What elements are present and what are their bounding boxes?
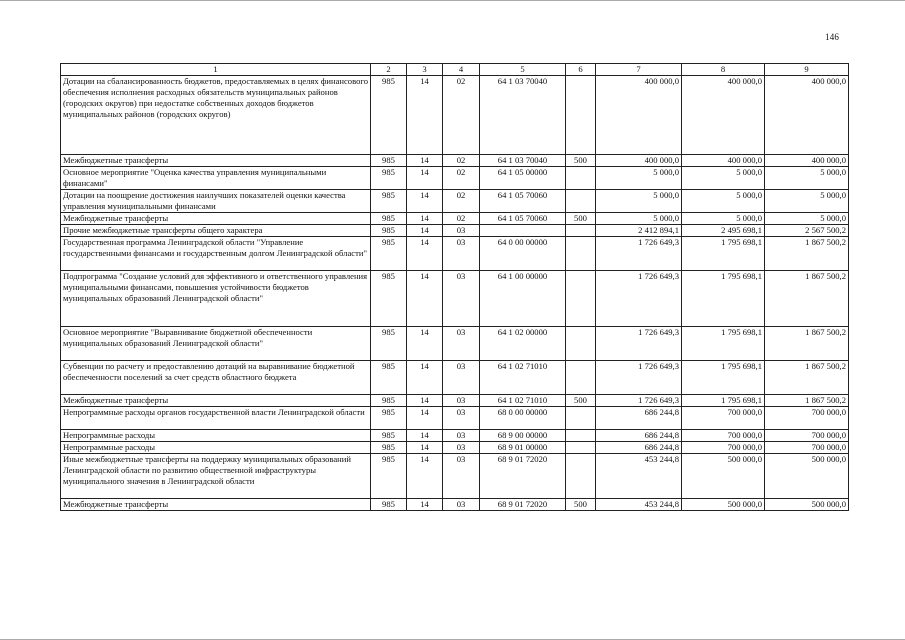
row-value-cell: 14 bbox=[407, 395, 443, 407]
row-value-cell: 14 bbox=[407, 454, 443, 499]
row-value-cell: 64 1 02 71010 bbox=[480, 395, 566, 407]
row-value-cell: 500 000,0 bbox=[682, 454, 765, 499]
row-name-cell: Межбюджетные трансферты bbox=[61, 155, 371, 167]
row-value-cell: 700 000,0 bbox=[765, 442, 849, 454]
row-value-cell: 1 795 698,1 bbox=[682, 271, 765, 327]
row-value-cell: 1 867 500,2 bbox=[765, 395, 849, 407]
row-value-cell: 500 000,0 bbox=[765, 499, 849, 511]
row-value-cell: 03 bbox=[443, 361, 480, 395]
row-value-cell: 500 000,0 bbox=[765, 454, 849, 499]
row-value-cell: 700 000,0 bbox=[682, 430, 765, 442]
row-value-cell: 985 bbox=[371, 499, 407, 511]
row-value-cell: 985 bbox=[371, 190, 407, 213]
row-value-cell: 400 000,0 bbox=[596, 155, 682, 167]
row-value-cell: 14 bbox=[407, 361, 443, 395]
row-value-cell: 5 000,0 bbox=[596, 190, 682, 213]
row-value-cell: 400 000,0 bbox=[596, 76, 682, 155]
row-value-cell: 400 000,0 bbox=[765, 76, 849, 155]
row-value-cell: 14 bbox=[407, 327, 443, 361]
row-name-cell: Непрограммные расходы органов государственной власти Ленинградской области bbox=[61, 407, 371, 430]
row-value-cell: 02 bbox=[443, 76, 480, 155]
row-value-cell: 500 bbox=[566, 213, 596, 225]
row-value-cell: 985 bbox=[371, 237, 407, 271]
row-value-cell: 985 bbox=[371, 155, 407, 167]
row-value-cell: 14 bbox=[407, 237, 443, 271]
row-value-cell: 02 bbox=[443, 155, 480, 167]
row-value-cell: 700 000,0 bbox=[682, 407, 765, 430]
table-row bbox=[61, 407, 849, 430]
row-value-cell: 1 795 698,1 bbox=[682, 361, 765, 395]
header-row bbox=[61, 64, 849, 76]
row-value-cell: 14 bbox=[407, 407, 443, 430]
row-value-cell bbox=[566, 454, 596, 499]
row-value-cell bbox=[566, 327, 596, 361]
row-value-cell: 14 bbox=[407, 271, 443, 327]
row-value-cell: 03 bbox=[443, 225, 480, 237]
row-name-cell: Межбюджетные трансферты bbox=[61, 213, 371, 225]
table-row bbox=[61, 155, 849, 167]
row-value-cell bbox=[566, 361, 596, 395]
row-value-cell: 14 bbox=[407, 442, 443, 454]
row-value-cell: 985 bbox=[371, 407, 407, 430]
table-row bbox=[61, 454, 849, 499]
row-name-cell: Непрограммные расходы bbox=[61, 430, 371, 442]
row-value-cell: 14 bbox=[407, 225, 443, 237]
row-value-cell: 03 bbox=[443, 271, 480, 327]
row-value-cell: 68 9 01 72020 bbox=[480, 454, 566, 499]
page-number: 146 bbox=[825, 32, 840, 42]
row-value-cell: 5 000,0 bbox=[682, 213, 765, 225]
row-value-cell: 5 000,0 bbox=[765, 190, 849, 213]
row-value-cell: 64 1 03 70040 bbox=[480, 76, 566, 155]
column-header: 5 bbox=[480, 64, 566, 76]
row-value-cell: 686 244,8 bbox=[596, 430, 682, 442]
row-value-cell bbox=[480, 225, 566, 237]
row-value-cell: 1 795 698,1 bbox=[682, 237, 765, 271]
row-value-cell: 453 244,8 bbox=[596, 499, 682, 511]
row-value-cell: 1 867 500,2 bbox=[765, 271, 849, 327]
table-row bbox=[61, 327, 849, 361]
row-value-cell bbox=[566, 407, 596, 430]
row-value-cell: 1 726 649,3 bbox=[596, 395, 682, 407]
table-row bbox=[61, 499, 849, 511]
column-header: 2 bbox=[371, 64, 407, 76]
row-value-cell: 700 000,0 bbox=[765, 430, 849, 442]
column-header: 7 bbox=[596, 64, 682, 76]
table-row bbox=[61, 237, 849, 271]
row-value-cell: 64 1 02 00000 bbox=[480, 327, 566, 361]
row-value-cell: 500 000,0 bbox=[682, 499, 765, 511]
row-value-cell: 700 000,0 bbox=[682, 442, 765, 454]
row-value-cell: 1 795 698,1 bbox=[682, 327, 765, 361]
row-value-cell: 02 bbox=[443, 213, 480, 225]
row-value-cell: 68 9 01 72020 bbox=[480, 499, 566, 511]
row-value-cell: 985 bbox=[371, 76, 407, 155]
row-value-cell: 1 795 698,1 bbox=[682, 395, 765, 407]
row-value-cell: 5 000,0 bbox=[596, 167, 682, 190]
row-name-cell: Основное мероприятие "Выравнивание бюджетной обеспеченности муниципальных образований Ленинградской области" bbox=[61, 327, 371, 361]
row-value-cell: 1 726 649,3 bbox=[596, 237, 682, 271]
row-value-cell: 64 1 05 70060 bbox=[480, 190, 566, 213]
table-row bbox=[61, 76, 849, 155]
table-row bbox=[61, 361, 849, 395]
row-value-cell: 64 0 00 00000 bbox=[480, 237, 566, 271]
row-value-cell: 686 244,8 bbox=[596, 442, 682, 454]
row-value-cell: 14 bbox=[407, 155, 443, 167]
row-value-cell: 64 1 03 70040 bbox=[480, 155, 566, 167]
row-value-cell: 68 9 01 00000 bbox=[480, 442, 566, 454]
row-value-cell: 5 000,0 bbox=[682, 167, 765, 190]
row-value-cell: 68 9 00 00000 bbox=[480, 430, 566, 442]
row-value-cell: 5 000,0 bbox=[596, 213, 682, 225]
column-header: 9 bbox=[765, 64, 849, 76]
row-value-cell: 985 bbox=[371, 361, 407, 395]
row-value-cell: 03 bbox=[443, 430, 480, 442]
table-row bbox=[61, 225, 849, 237]
table-body bbox=[61, 76, 849, 511]
row-value-cell: 03 bbox=[443, 395, 480, 407]
row-value-cell: 1 726 649,3 bbox=[596, 361, 682, 395]
row-value-cell: 1 726 649,3 bbox=[596, 271, 682, 327]
row-name-cell: Иные межбюджетные трансферты на поддержку муниципальных образований Ленинградской области по развитию общественной инфраструктуры муниципального значения в Ленинградской области bbox=[61, 454, 371, 499]
row-value-cell: 400 000,0 bbox=[682, 76, 765, 155]
table-row bbox=[61, 442, 849, 454]
row-value-cell: 14 bbox=[407, 499, 443, 511]
row-value-cell: 400 000,0 bbox=[682, 155, 765, 167]
row-value-cell: 500 bbox=[566, 155, 596, 167]
row-value-cell: 03 bbox=[443, 237, 480, 271]
row-value-cell bbox=[566, 76, 596, 155]
row-value-cell: 64 1 05 00000 bbox=[480, 167, 566, 190]
table-row bbox=[61, 395, 849, 407]
row-value-cell: 64 1 05 70060 bbox=[480, 213, 566, 225]
row-value-cell bbox=[566, 442, 596, 454]
row-value-cell bbox=[566, 190, 596, 213]
row-value-cell: 64 1 00 00000 bbox=[480, 271, 566, 327]
row-value-cell: 5 000,0 bbox=[765, 167, 849, 190]
row-value-cell: 14 bbox=[407, 190, 443, 213]
row-value-cell: 700 000,0 bbox=[765, 407, 849, 430]
row-value-cell: 500 bbox=[566, 395, 596, 407]
row-value-cell: 64 1 02 71010 bbox=[480, 361, 566, 395]
row-name-cell: Непрограммные расходы bbox=[61, 442, 371, 454]
row-value-cell: 14 bbox=[407, 430, 443, 442]
column-header: 8 bbox=[682, 64, 765, 76]
row-value-cell: 1 726 649,3 bbox=[596, 327, 682, 361]
row-value-cell: 985 bbox=[371, 430, 407, 442]
table-row bbox=[61, 430, 849, 442]
table-row bbox=[61, 213, 849, 225]
table-row bbox=[61, 271, 849, 327]
table-row bbox=[61, 190, 849, 213]
row-value-cell: 03 bbox=[443, 454, 480, 499]
row-value-cell: 985 bbox=[371, 213, 407, 225]
row-value-cell: 686 244,8 bbox=[596, 407, 682, 430]
row-value-cell: 985 bbox=[371, 327, 407, 361]
column-header: 6 bbox=[566, 64, 596, 76]
row-value-cell: 985 bbox=[371, 167, 407, 190]
row-value-cell: 5 000,0 bbox=[682, 190, 765, 213]
row-name-cell: Дотации на поощрение достижения наилучших показателей оценки качества управления муниципальными финансами bbox=[61, 190, 371, 213]
row-value-cell: 2 412 894,1 bbox=[596, 225, 682, 237]
row-name-cell: Субвенции по расчету и предоставлению дотаций на выравнивание бюджетной обеспеченности поселений за счет средств областного бюджета bbox=[61, 361, 371, 395]
row-value-cell: 400 000,0 bbox=[765, 155, 849, 167]
row-value-cell: 14 bbox=[407, 213, 443, 225]
row-value-cell: 985 bbox=[371, 454, 407, 499]
row-value-cell: 2 567 500,2 bbox=[765, 225, 849, 237]
row-value-cell bbox=[566, 167, 596, 190]
row-value-cell: 2 495 698,1 bbox=[682, 225, 765, 237]
table-row bbox=[61, 167, 849, 190]
row-value-cell: 1 867 500,2 bbox=[765, 361, 849, 395]
budget-table bbox=[60, 63, 849, 511]
row-value-cell: 1 867 500,2 bbox=[765, 327, 849, 361]
row-value-cell: 14 bbox=[407, 167, 443, 190]
row-name-cell: Подпрограмма "Создание условий для эффективного и ответственного управления муниципальными финансами, повышения устойчивости бюджетов муниципальных образований Ленинградской области" bbox=[61, 271, 371, 327]
row-value-cell bbox=[566, 430, 596, 442]
row-value-cell: 03 bbox=[443, 442, 480, 454]
top-edge-line bbox=[0, 0, 905, 1]
row-value-cell: 500 bbox=[566, 499, 596, 511]
column-header: 1 bbox=[61, 64, 371, 76]
row-value-cell: 985 bbox=[371, 225, 407, 237]
row-value-cell: 68 0 00 00000 bbox=[480, 407, 566, 430]
column-header: 3 bbox=[407, 64, 443, 76]
row-value-cell bbox=[566, 237, 596, 271]
row-name-cell: Основное мероприятие "Оценка качества управления муниципальными финансами" bbox=[61, 167, 371, 190]
row-value-cell: 985 bbox=[371, 271, 407, 327]
row-name-cell: Межбюджетные трансферты bbox=[61, 499, 371, 511]
row-name-cell: Прочие межбюджетные трансферты общего характера bbox=[61, 225, 371, 237]
row-value-cell: 02 bbox=[443, 167, 480, 190]
row-value-cell: 02 bbox=[443, 190, 480, 213]
row-name-cell: Государственная программа Ленинградской области "Управление государственными финансами и государственным долгом Ленинградской области" bbox=[61, 237, 371, 271]
row-value-cell: 5 000,0 bbox=[765, 213, 849, 225]
column-header: 4 bbox=[443, 64, 480, 76]
row-value-cell: 1 867 500,2 bbox=[765, 237, 849, 271]
row-name-cell: Дотации на сбалансированность бюджетов, предоставляемых в целях финансового обеспечения исполнения расходных обязательств муниципальных районов (городских округов) при недостатке собственных доходов бюджетов муниципальных районов (городских округов) bbox=[61, 76, 371, 155]
row-value-cell: 14 bbox=[407, 76, 443, 155]
row-value-cell bbox=[566, 271, 596, 327]
row-value-cell: 985 bbox=[371, 442, 407, 454]
row-value-cell bbox=[566, 225, 596, 237]
row-value-cell: 453 244,8 bbox=[596, 454, 682, 499]
row-value-cell: 03 bbox=[443, 327, 480, 361]
row-value-cell: 985 bbox=[371, 395, 407, 407]
row-name-cell: Межбюджетные трансферты bbox=[61, 395, 371, 407]
row-value-cell: 03 bbox=[443, 407, 480, 430]
row-value-cell: 03 bbox=[443, 499, 480, 511]
